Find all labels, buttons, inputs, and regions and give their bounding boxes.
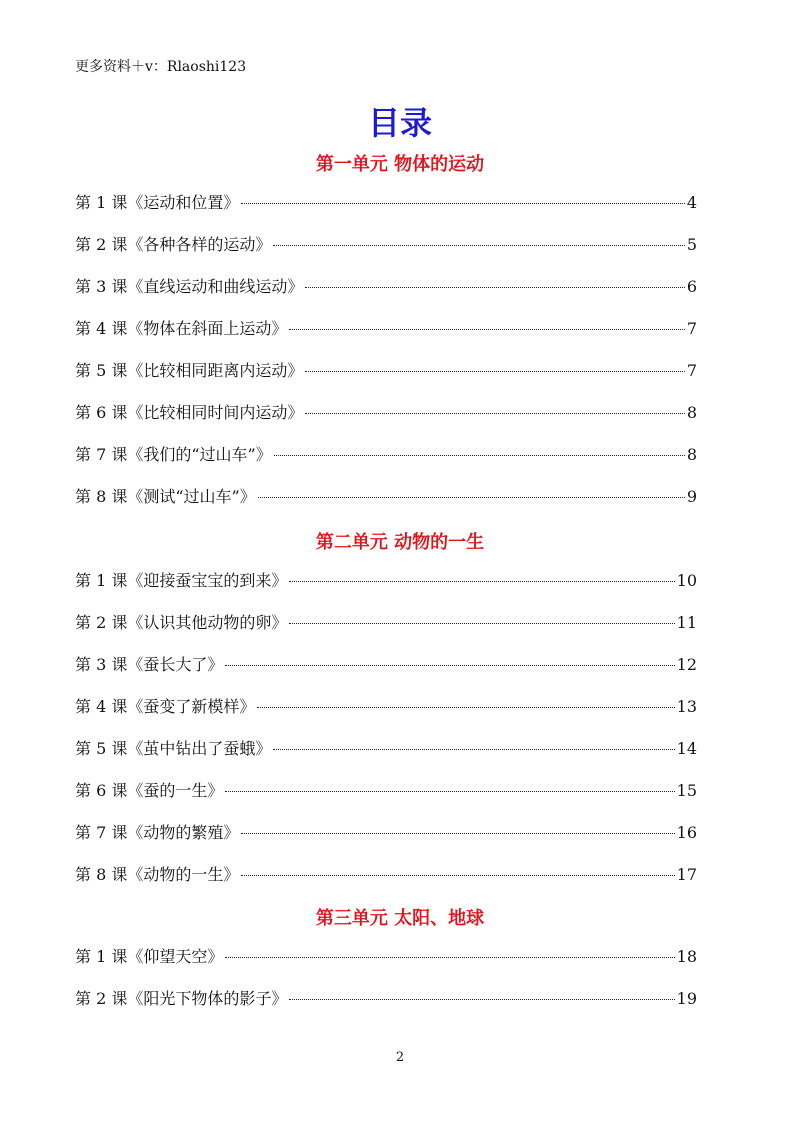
- lesson-title: 第 5 课《比较相同距离内运动》: [75, 361, 304, 380]
- lesson-page: 8: [686, 445, 697, 464]
- page-number: 2: [395, 1050, 405, 1065]
- header-note: 更多资料＋v：Rlaoshi123: [75, 59, 247, 75]
- toc-entry[interactable]: [75, 444, 697, 466]
- lesson-page: 16: [676, 823, 697, 842]
- lesson-page: 5: [686, 235, 697, 254]
- leader-dots: [257, 707, 674, 708]
- lesson-page: 18: [676, 947, 697, 966]
- lesson-title: 第 7 课《动物的繁殖》: [75, 823, 240, 842]
- toc-entry[interactable]: [75, 570, 697, 592]
- leader-dots: [289, 999, 674, 1000]
- leader-dots: [225, 791, 674, 792]
- toc-entry[interactable]: [75, 612, 697, 634]
- lesson-page: 4: [686, 193, 697, 212]
- leader-dots: [305, 287, 684, 288]
- lesson-page: 19: [676, 989, 697, 1008]
- toc-entry[interactable]: [75, 402, 697, 424]
- leader-dots: [241, 833, 674, 834]
- toc-entry[interactable]: [75, 318, 697, 340]
- toc-entry[interactable]: [75, 696, 697, 718]
- lesson-title: 第 7 课《我们的“过山车”》: [75, 445, 272, 464]
- lesson-page: 7: [686, 319, 697, 338]
- toc-entry[interactable]: [75, 988, 697, 1010]
- toc-entry[interactable]: [75, 360, 697, 382]
- toc-entry[interactable]: [75, 946, 697, 968]
- lesson-title: 第 3 课《蚕长大了》: [75, 655, 224, 674]
- lesson-page: 15: [676, 781, 697, 800]
- toc-entry[interactable]: [75, 234, 697, 256]
- toc-entry[interactable]: [75, 864, 697, 886]
- lesson-title: 第 4 课《物体在斜面上运动》: [75, 319, 288, 338]
- lesson-page: 7: [686, 361, 697, 380]
- lesson-page: 10: [676, 571, 697, 590]
- leader-dots: [258, 497, 685, 498]
- unit-heading-3: 第三单元 太阳、地球: [315, 908, 485, 929]
- lesson-title: 第 1 课《迎接蚕宝宝的到来》: [75, 571, 288, 590]
- toc-entry[interactable]: [75, 654, 697, 676]
- toc-entry[interactable]: [75, 276, 697, 298]
- unit-heading-1: 第一单元 物体的运动: [315, 154, 485, 175]
- unit-heading-2: 第二单元 动物的一生: [315, 532, 485, 553]
- leader-dots: [241, 203, 684, 204]
- lesson-title: 第 6 课《蚕的一生》: [75, 781, 224, 800]
- lesson-title: 第 5 课《茧中钻出了蚕蛾》: [75, 739, 272, 758]
- lesson-title: 第 6 课《比较相同时间内运动》: [75, 403, 304, 422]
- lesson-title: 第 2 课《认识其他动物的卵》: [75, 613, 288, 632]
- leader-dots: [289, 581, 674, 582]
- lesson-title: 第 3 课《直线运动和曲线运动》: [75, 277, 304, 296]
- toc-entry[interactable]: [75, 822, 697, 844]
- lesson-title: 第 8 课《测试“过山车”》: [75, 487, 256, 506]
- lesson-page: 9: [686, 487, 697, 506]
- leader-dots: [273, 245, 684, 246]
- lesson-page: 8: [686, 403, 697, 422]
- lesson-title: 第 8 课《动物的一生》: [75, 865, 240, 884]
- page-title: 目录: [367, 104, 432, 142]
- lesson-title: 第 1 课《仰望天空》: [75, 947, 224, 966]
- lesson-title: 第 4 课《蚕变了新模样》: [75, 697, 256, 716]
- toc-entry[interactable]: [75, 486, 697, 508]
- leader-dots: [225, 665, 674, 666]
- toc-entry[interactable]: [75, 738, 697, 760]
- lesson-page: 6: [686, 277, 697, 296]
- toc-entry[interactable]: [75, 192, 697, 214]
- lesson-page: 12: [676, 655, 697, 674]
- lesson-page: 13: [676, 697, 697, 716]
- lesson-title: 第 2 课《各种各样的运动》: [75, 235, 272, 254]
- toc-entry[interactable]: [75, 780, 697, 802]
- lesson-title: 第 1 课《运动和位置》: [75, 193, 240, 212]
- lesson-page: 14: [676, 739, 697, 758]
- lesson-page: 11: [676, 613, 697, 632]
- leader-dots: [225, 957, 674, 958]
- leader-dots: [305, 413, 684, 414]
- leader-dots: [274, 455, 685, 456]
- leader-dots: [289, 329, 684, 330]
- leader-dots: [241, 875, 674, 876]
- leader-dots: [289, 623, 674, 624]
- leader-dots: [305, 371, 684, 372]
- lesson-title: 第 2 课《阳光下物体的影子》: [75, 989, 288, 1008]
- lesson-page: 17: [676, 865, 697, 884]
- leader-dots: [273, 749, 674, 750]
